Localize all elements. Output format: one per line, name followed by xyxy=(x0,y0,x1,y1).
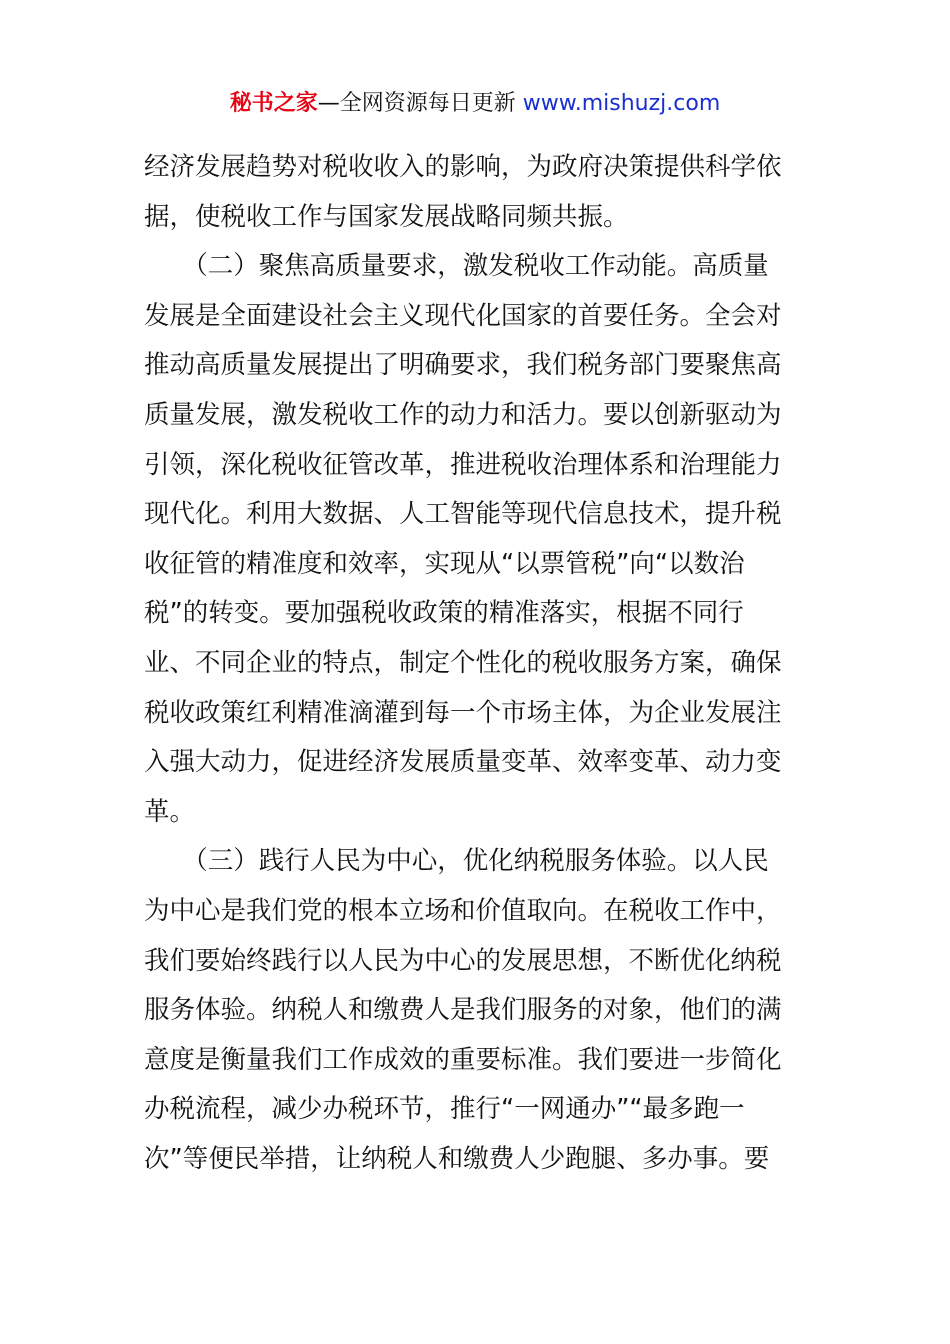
text-line: 入强大动力，促进经济发展质量变革、效率变革、动力变 xyxy=(144,747,782,778)
text-line: 现代化。利用大数据、人工智能等现代信息技术，提升税 xyxy=(144,499,782,530)
text-line: 办税流程，减少办税环节，推行“一网通办”“最多跑一 xyxy=(144,1094,745,1125)
text-line: 革。 xyxy=(144,796,196,827)
text-line: 税”的转变。要加强税收政策的精准落实，根据不同行 xyxy=(144,598,744,629)
header-tagline: —全网资源每日更新 xyxy=(317,91,523,116)
text-line: 意度是衡量我们工作成效的重要标准。我们要进一步简化 xyxy=(144,1044,782,1075)
text-line: 我们要始终践行以人民为中心的发展思想，不断优化纳税 xyxy=(144,945,782,976)
text-line: 引领，深化税收征管改革，推进税收治理体系和治理能力 xyxy=(144,449,782,480)
text-line: 发展是全面建设社会主义现代化国家的首要任务。全会对 xyxy=(144,300,782,331)
document-body xyxy=(144,143,808,1184)
text-line: 质量发展，激发税收工作的动力和活力。要以创新驱动为 xyxy=(144,399,782,430)
text-line: 税收政策红利精准滴灌到每一个市场主体，为企业发展注 xyxy=(144,697,782,728)
text-line: 收征管的精准度和效率，实现从“以票管税”向“以数治 xyxy=(144,548,745,579)
text-line: 经济发展趋势对税收收入的影响，为政府决策提供科学依 xyxy=(144,152,782,182)
text-line: 业、不同企业的特点，制定个性化的税收服务方案，确保 xyxy=(144,647,782,678)
header-url: www.mishuzj.com xyxy=(522,91,721,116)
text-line: 为中心是我们党的根本立场和价值取向。在税收工作中， xyxy=(144,895,782,926)
text-line: 推动高质量发展提出了明确要求，我们税务部门要聚焦高 xyxy=(144,350,782,381)
text-line: 次”等便民举措，让纳税人和缴费人少跑腿、多办事。要 xyxy=(144,1143,770,1174)
text-line: （三）践行人民为中心，优化纳税服务体验。以人民 xyxy=(144,846,769,877)
text-line: 据，使税收工作与国家发展战略同频共振。 xyxy=(144,201,629,232)
text-line: （二）聚焦高质量要求，激发税收工作动能。高质量 xyxy=(144,251,769,282)
text-line: 服务体验。纳税人和缴费人是我们服务的对象，他们的满 xyxy=(144,995,782,1026)
header-brand: 秘书之家 xyxy=(229,91,318,116)
page-header xyxy=(0,88,950,120)
